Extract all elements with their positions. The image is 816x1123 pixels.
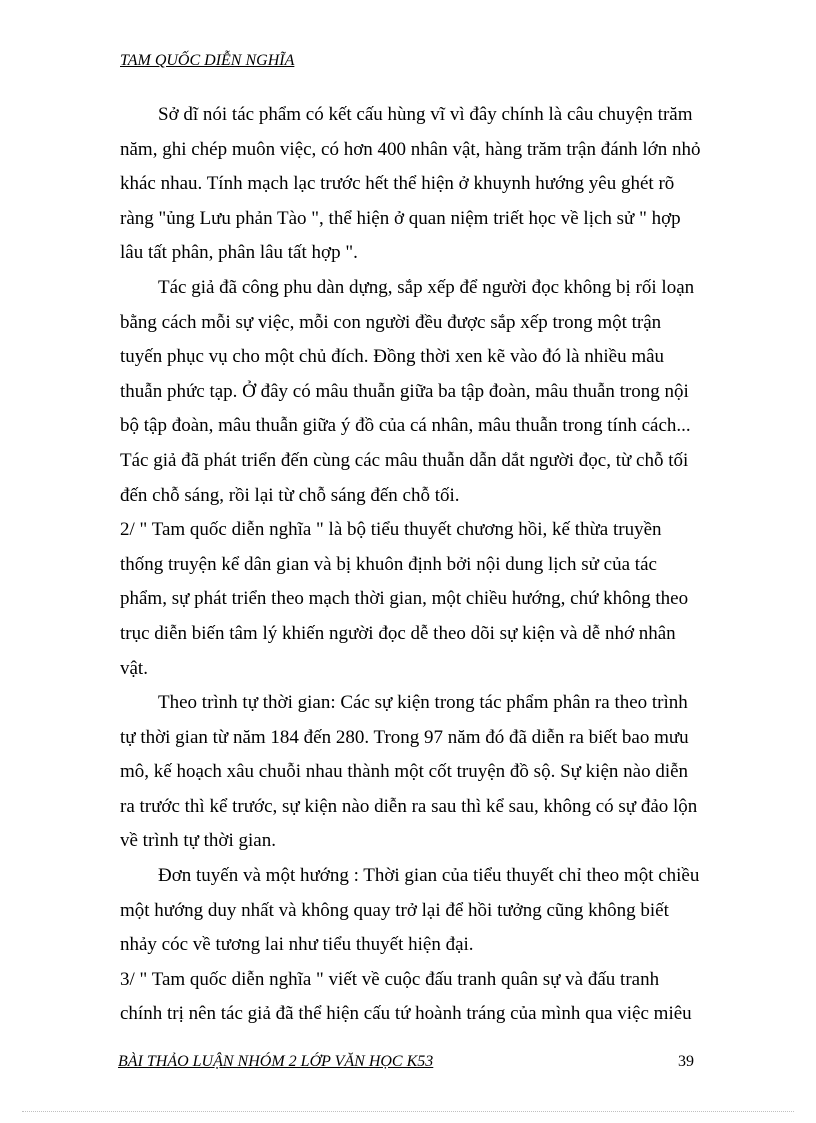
text-line: phẩm, sự phát triển theo mạch thời gian, một chiều hướng, chứ không theo [120,588,689,610]
text-line: ra trước thì kể trước, sự kiện nào diễn ra sau thì kể sau, không có sự đảo lộn [120,795,698,817]
text-line: Tác giả đã công phu dàn dựng, sắp xếp để người đọc không bị rối loạn [158,276,695,298]
text-line: Tác giả đã phát triển đến cùng các mâu thuẫn dẫn dắt người đọc, từ chỗ tối [120,449,689,471]
text-line: bộ tập đoàn, mâu thuẫn giữa ý đồ của cá nhân, mâu thuẫn trong tính cách... [120,415,691,437]
text-line: một hướng duy nhất và không quay trở lại để hồi tưởng cũng không biết [120,899,669,921]
text-line: nhảy cóc về tương lai như tiểu thuyết hiện đại. [120,934,474,956]
text-line: lâu tất phân, phân lâu tất hợp ". [120,242,358,264]
text-line: đến chỗ sáng, rồi lại từ chỗ sáng đến chỗ tối. [120,484,460,506]
text-line: tự thời gian từ năm 184 đến 280. Trong 97 năm đó đã diễn ra biết bao mưu [120,726,689,748]
text-line: mô, kế hoạch xâu chuỗi nhau thành một cốt truyện đồ sộ. Sự kiện nào diễn [120,761,689,783]
text-line: về trình tự thời gian. [120,830,276,852]
running-header: TAM QUỐC DIỄN NGHĨA [120,52,295,69]
text-line: vật. [120,657,148,679]
text-line: năm, ghi chép muôn việc, có hơn 400 nhân vật, hàng trăm trận đánh lớn nhỏ [120,138,701,160]
text-line: thống truyện kể dân gian và bị khuôn định bởi nội dung lịch sử của tác [120,553,657,575]
text-line: khác nhau. Tính mạch lạc trước hết thể hiện ở khuynh hướng yêu ghét rõ [120,173,675,195]
text-line: 3/ " Tam quốc diễn nghĩa " viết về cuộc đấu tranh quân sự và đấu tranh [120,968,660,990]
text-line: trục diễn biến tâm lý khiến người đọc dễ theo dõi sự kiện và dễ nhớ nhân [120,622,676,644]
text-line: Đơn tuyến và một hướng : Thời gian của tiểu thuyết chỉ theo một chiều [158,865,700,887]
page-bottom-divider [22,1111,794,1112]
text-line: 2/ " Tam quốc diễn nghĩa " là bộ tiểu thuyết chương hồi, kế thừa truyền [120,519,662,541]
text-line: ràng "ủng Lưu phản Tào ", thể hiện ở quan niệm triết học về lịch sử " hợp [120,207,681,229]
text-line: Theo trình tự thời gian: Các sự kiện trong tác phẩm phân ra theo trình [158,692,688,714]
page-number: 39 [678,1053,694,1070]
footer-label: BÀI THẢO LUẬN NHÓM 2 LỚP VĂN HỌC K53 [118,1053,434,1070]
body-text [120,98,701,1032]
text-line: chính trị nên tác giả đã thể hiện cấu tứ hoành tráng của mình qua việc miêu [120,1003,692,1025]
text-line: Sở dĩ nói tác phẩm có kết cấu hùng vĩ vì đây chính là câu chuyện trăm [158,104,693,125]
text-line: tuyến phục vụ cho một chủ đích. Đồng thời xen kẽ vào đó là nhiều mâu [120,346,665,368]
text-line: bằng cách mỗi sự việc, mỗi con người đều được sắp xếp trong một trận [120,311,662,333]
text-line: thuẫn phức tạp. Ở đây có mâu thuẫn giữa ba tập đoàn, mâu thuẫn trong nội [120,380,689,402]
